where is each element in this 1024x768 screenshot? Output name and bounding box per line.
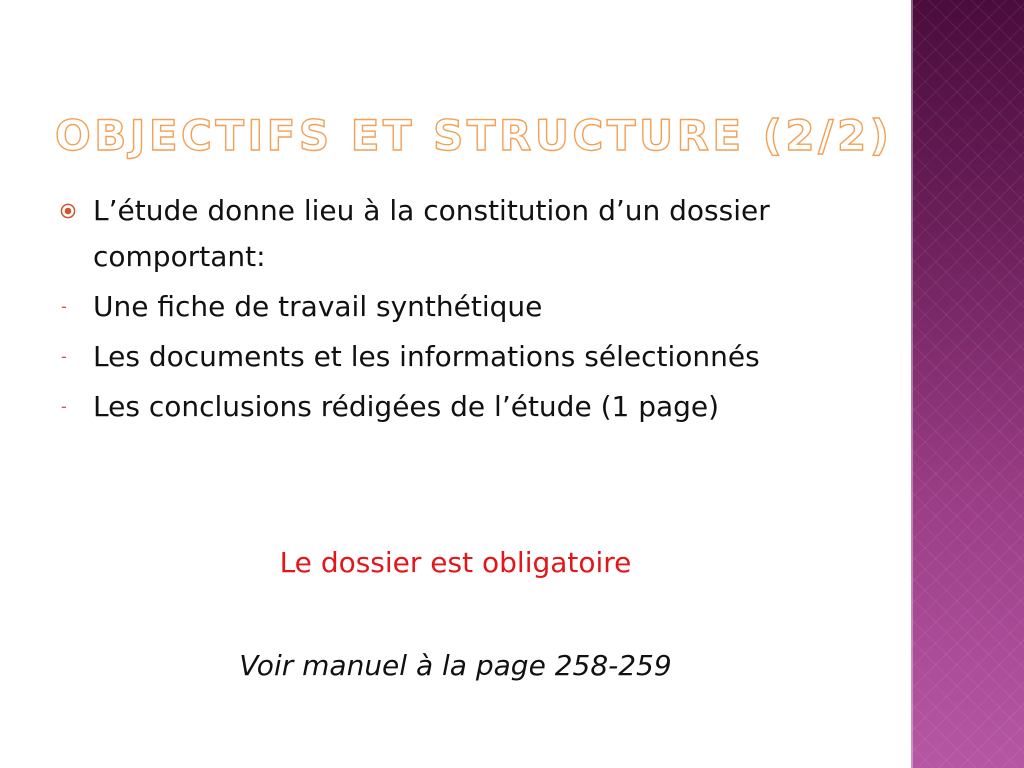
- dash-marker: -: [61, 347, 67, 366]
- manual-reference: Voir manuel à la page 258-259: [239, 649, 672, 682]
- decorative-side-band: [911, 0, 1024, 768]
- mandatory-notice: Le dossier est obligatoire: [279, 546, 632, 579]
- dash-text-fiche: Une fiche de travail synthétique: [93, 290, 543, 323]
- dash-marker: -: [61, 297, 67, 316]
- bullet-text-dossier: L’étude donne lieu à la constitution d’un dossier comportant:: [93, 194, 770, 273]
- dash-marker: -: [61, 397, 67, 416]
- radio-bullet-icon: [60, 203, 76, 219]
- dash-item-fiche: [58, 284, 878, 330]
- side-band-edge: [911, 0, 913, 768]
- dash-item-documents: [58, 334, 878, 380]
- bullet-list: [58, 188, 878, 434]
- dash-text-documents: Les documents et les informations sélectionnés: [93, 340, 760, 373]
- bullet-item-dossier: [58, 188, 878, 280]
- slide-title: OBJECTIFS ET STRUCTURE (2/2): [55, 111, 893, 160]
- dash-item-conclusions: [58, 384, 878, 430]
- dash-text-conclusions: Les conclusions rédigées de l’étude (1 page): [93, 390, 720, 423]
